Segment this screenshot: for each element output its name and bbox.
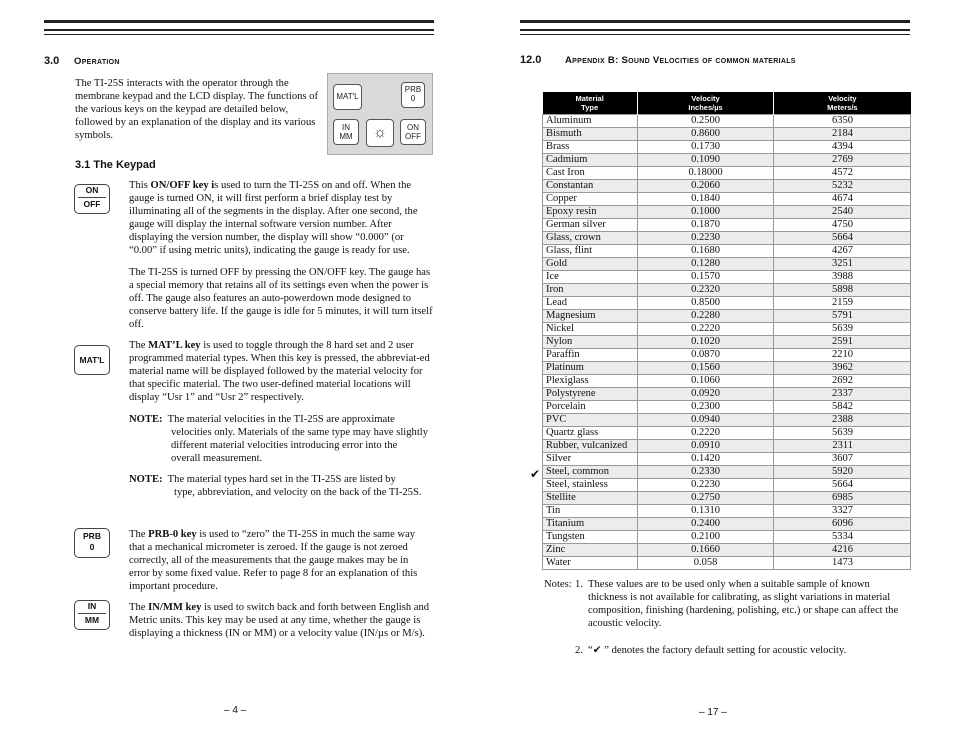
velocity-meters-cell: 5232 <box>774 180 911 193</box>
material-name-cell: Rubber, vulcanized <box>543 440 638 453</box>
material-name-cell: Paraffin <box>543 349 638 362</box>
table-row <box>543 310 911 323</box>
material-name-cell: Porcelain <box>543 401 638 414</box>
velocity-inches-cell: 0.1560 <box>637 362 773 375</box>
table-row <box>543 336 911 349</box>
table-row <box>543 193 911 206</box>
velocity-meters-cell: 1473 <box>774 557 911 570</box>
matl-p-rest: is used to toggle through the 8 hard set and 2 user programmed material types. When this key is pressed, the abbreviat-ed material name will be displayed followed by the material velocity for that specific material. The two user-defined material locations will display “Usr 1” and “Usr 2” respectively. <box>129 340 430 403</box>
table-row <box>543 128 911 141</box>
subsection-title: 3.1 The Keypad <box>75 159 156 171</box>
velocity-inches-cell: 0.2060 <box>637 180 773 193</box>
note-2-text: ” denotes the factory default setting for acoustic velocity. <box>601 645 847 656</box>
table-row <box>543 414 911 427</box>
velocity-meters-cell: 6350 <box>774 115 911 128</box>
keypad-onoff-bottom: OFF <box>405 132 421 141</box>
prb-p-pre: The <box>129 529 149 540</box>
velocity-meters-cell: 5334 <box>774 531 911 544</box>
velocity-inches-cell: 0.18000 <box>637 167 773 180</box>
velocity-inches-cell: 0.0870 <box>637 349 773 362</box>
material-name-cell: Cadmium <box>543 154 638 167</box>
page-number: – 4 – <box>224 705 247 716</box>
table-row <box>543 258 911 271</box>
keypad-onoff-top: ON <box>407 123 419 132</box>
velocity-meters-cell: 2311 <box>774 440 911 453</box>
onoff-key-term: ON/OFF key i <box>150 180 215 191</box>
table-row <box>543 557 911 570</box>
keypad-illustration <box>327 73 433 155</box>
table-row <box>543 271 911 284</box>
note-1-number: 1. <box>575 579 583 590</box>
keypad-prb-key <box>401 82 425 108</box>
header-velocity-meters <box>774 92 911 115</box>
table-row <box>543 440 911 453</box>
velocity-meters-cell: 5664 <box>774 232 911 245</box>
velocity-inches-cell: 0.2300 <box>637 401 773 414</box>
velocity-inches-cell: 0.2750 <box>637 492 773 505</box>
material-name-cell: Glass, crown <box>543 232 638 245</box>
material-name-cell: Cast Iron <box>543 167 638 180</box>
velocity-meters-cell: 5842 <box>774 401 911 414</box>
keypad-prb-bottom: 0 <box>410 94 416 103</box>
prb-key-term: PRB-0 key <box>148 529 197 540</box>
note-2-line1: The material types hard set in the TI-25S are listed by <box>167 474 396 485</box>
checkmark-icon: ✔ <box>592 645 602 656</box>
velocity-inches-cell: 0.2230 <box>637 479 773 492</box>
keypad-matl-label: MAT'L <box>336 92 359 101</box>
inmm-key-term: IN/MM key <box>148 602 202 613</box>
prb-key-bottom: 0 <box>89 542 95 552</box>
material-name-cell: German silver <box>543 219 638 232</box>
table-row <box>543 115 911 128</box>
header-inches-l2: Inches/µs <box>688 103 723 112</box>
table-row <box>543 180 911 193</box>
material-name-cell: Platinum <box>543 362 638 375</box>
onoff-key-icon <box>74 184 110 214</box>
velocity-meters-cell: 2184 <box>774 128 911 141</box>
table-header-row <box>543 92 911 115</box>
header-material <box>543 92 638 115</box>
header-material-l1: Material <box>575 94 604 103</box>
default-checkmark-icon: ✔ <box>530 467 541 481</box>
velocity-inches-cell: 0.0920 <box>637 388 773 401</box>
intro-paragraph: The TI-25S interacts with the operator through the membrane keypad and the LCD display. The functions of the various keys on the keypad are detailed below, followed by an explanation of the display and its various symbols. <box>75 78 319 141</box>
table-row <box>543 141 911 154</box>
velocity-inches-cell: 0.1280 <box>637 258 773 271</box>
velocity-meters-cell: 5639 <box>774 323 911 336</box>
material-name-cell: Nylon <box>543 336 638 349</box>
note-1 <box>129 413 429 426</box>
matl-paragraph <box>129 339 432 404</box>
table-row <box>543 349 911 362</box>
velocity-meters-cell: 2692 <box>774 375 911 388</box>
sound-velocity-table <box>542 92 911 570</box>
table-row <box>543 232 911 245</box>
velocity-inches-cell: 0.1060 <box>637 375 773 388</box>
matl-p-pre: The <box>129 340 149 351</box>
velocity-inches-cell: 0.2100 <box>637 531 773 544</box>
velocity-inches-cell: 0.1680 <box>637 245 773 258</box>
keypad-inmm-key <box>333 119 359 145</box>
velocity-inches-cell: 0.1730 <box>637 141 773 154</box>
matl-key-icon <box>74 345 110 375</box>
material-name-cell: Titanium <box>543 518 638 531</box>
key-divider <box>78 613 106 614</box>
note-2-open-quote: “ <box>588 645 593 656</box>
header-inches-l1: Velocity <box>691 94 720 103</box>
velocity-meters-cell: 4267 <box>774 245 911 258</box>
velocity-meters-cell: 2540 <box>774 206 911 219</box>
section-title: Operation <box>74 56 120 67</box>
inmm-key-top: IN <box>87 601 97 611</box>
velocity-inches-cell: 0.1420 <box>637 453 773 466</box>
table-row <box>543 154 911 167</box>
header-material-l2: Type <box>581 103 599 112</box>
key-divider <box>78 197 106 198</box>
material-name-cell: Stellite <box>543 492 638 505</box>
table-row <box>543 206 911 219</box>
velocity-inches-cell: 0.2500 <box>637 115 773 128</box>
material-name-cell: Bismuth <box>543 128 638 141</box>
material-name-cell: Zinc <box>543 544 638 557</box>
header-rule-top <box>44 20 434 30</box>
velocity-meters-cell: 2769 <box>774 154 911 167</box>
header-meters-l1: Velocity <box>828 94 857 103</box>
velocity-inches-cell: 0.058 <box>637 557 773 570</box>
velocity-meters-cell: 4216 <box>774 544 911 557</box>
velocity-meters-cell: 5920 <box>774 466 911 479</box>
note-2-label: NOTE: <box>129 474 163 485</box>
material-name-cell: Glass, flint <box>543 245 638 258</box>
material-name-cell: Quartz glass <box>543 427 638 440</box>
inmm-paragraph <box>129 601 431 640</box>
note-1-line1: The material velocities in the TI-25S are approximate <box>167 414 395 425</box>
velocity-inches-cell: 0.2220 <box>637 323 773 336</box>
velocity-meters-cell: 5898 <box>774 284 911 297</box>
velocity-meters-cell: 2388 <box>774 414 911 427</box>
velocity-inches-cell: 0.1660 <box>637 544 773 557</box>
header-rule-top <box>520 20 910 30</box>
velocity-meters-cell: 5664 <box>774 479 911 492</box>
inmm-p-pre: The <box>129 602 149 613</box>
onoff-key-bottom: OFF <box>83 199 101 209</box>
keypad-prb-top: PRB <box>404 85 422 94</box>
header-meters-l2: Meters/s <box>827 103 858 112</box>
onoff-p1-rest: s used to turn the TI-25S on and off. When the gauge is turned ON, it will first perform a brief display test by illuminating all of the segments in the display. After one second, the gauge will display the internal software version number. After displaying the version number, the display will show “0.000” (or “0.00” if using metric units), indicating the gauge is ready for use. <box>129 180 418 256</box>
header-velocity-inches <box>637 92 773 115</box>
material-name-cell: Steel, stainless <box>543 479 638 492</box>
light-icon: ☼ <box>373 124 387 141</box>
velocity-inches-cell: 0.1570 <box>637 271 773 284</box>
table-row <box>543 479 911 492</box>
inmm-key-icon <box>74 600 110 630</box>
table-row <box>543 401 911 414</box>
velocity-meters-cell: 4394 <box>774 141 911 154</box>
onoff-key-top: ON <box>85 185 99 195</box>
table-row <box>543 466 911 479</box>
matl-key-term: MAT’L key <box>148 340 201 351</box>
material-name-cell: Tungsten <box>543 531 638 544</box>
note-2-number: 2. <box>575 645 583 656</box>
material-name-cell: Polystyrene <box>543 388 638 401</box>
velocity-inches-cell: 0.1090 <box>637 154 773 167</box>
table-row <box>543 531 911 544</box>
table-row <box>543 388 911 401</box>
table-row <box>543 518 911 531</box>
velocity-meters-cell: 2591 <box>774 336 911 349</box>
material-name-cell: Lead <box>543 297 638 310</box>
velocity-meters-cell: 6985 <box>774 492 911 505</box>
velocity-meters-cell: 3962 <box>774 362 911 375</box>
velocity-meters-cell: 3251 <box>774 258 911 271</box>
section-number: 12.0 <box>520 54 542 66</box>
velocity-meters-cell: 3988 <box>774 271 911 284</box>
velocity-inches-cell: 0.1000 <box>637 206 773 219</box>
velocity-inches-cell: 0.1310 <box>637 505 773 518</box>
velocity-inches-cell: 0.1020 <box>637 336 773 349</box>
note-2-rest: type, abbreviation, and velocity on the back of the TI-25S. <box>174 487 422 498</box>
table-row <box>543 219 911 232</box>
material-name-cell: Plexiglass <box>543 375 638 388</box>
material-name-cell: Brass <box>543 141 638 154</box>
material-name-cell: Steel, common <box>543 466 638 479</box>
inmm-key-bottom: MM <box>84 615 100 625</box>
keypad-onoff-key <box>400 119 426 145</box>
velocity-meters-cell: 5791 <box>774 310 911 323</box>
velocity-meters-cell: 2210 <box>774 349 911 362</box>
material-name-cell: PVC <box>543 414 638 427</box>
velocity-meters-cell: 2337 <box>774 388 911 401</box>
onoff-paragraph-1 <box>129 179 431 257</box>
velocity-meters-cell: 3607 <box>774 453 911 466</box>
section-title: Appendix B: Sound Velocities of common materials <box>565 55 796 66</box>
material-name-cell: Ice <box>543 271 638 284</box>
note-1-label: NOTE: <box>129 414 163 425</box>
velocity-meters-cell: 3327 <box>774 505 911 518</box>
table-row <box>543 323 911 336</box>
velocity-meters-cell: 2159 <box>774 297 911 310</box>
material-name-cell: Copper <box>543 193 638 206</box>
material-name-cell: Constantan <box>543 180 638 193</box>
velocity-meters-cell: 5639 <box>774 427 911 440</box>
table-row <box>543 427 911 440</box>
material-name-cell: Magnesium <box>543 310 638 323</box>
table-row <box>543 167 911 180</box>
velocity-inches-cell: 0.2330 <box>637 466 773 479</box>
right-page <box>477 0 954 738</box>
prb-paragraph <box>129 528 431 593</box>
table-row <box>543 505 911 518</box>
table-body <box>543 115 911 570</box>
material-name-cell: Silver <box>543 453 638 466</box>
material-name-cell: Aluminum <box>543 115 638 128</box>
prb-key-top: PRB <box>83 531 101 541</box>
material-name-cell: Epoxy resin <box>543 206 638 219</box>
table-row <box>543 453 911 466</box>
velocity-inches-cell: 0.2230 <box>637 232 773 245</box>
material-name-cell: Nickel <box>543 323 638 336</box>
notes-label: Notes: <box>544 579 572 590</box>
table-row <box>543 544 911 557</box>
note-2 <box>129 473 434 486</box>
keypad-inmm-bottom: MM <box>339 132 353 141</box>
velocity-inches-cell: 0.1840 <box>637 193 773 206</box>
material-name-cell: Tin <box>543 505 638 518</box>
note-1-line1: These values are to be used only when a suitable sample of known <box>588 579 870 590</box>
keypad-matl-key <box>333 84 362 110</box>
table-row <box>543 245 911 258</box>
table-row <box>543 375 911 388</box>
section-number: 3.0 <box>44 55 60 67</box>
velocity-inches-cell: 0.8600 <box>637 128 773 141</box>
table-row <box>543 362 911 375</box>
velocity-inches-cell: 0.0910 <box>637 440 773 453</box>
material-name-cell: Gold <box>543 258 638 271</box>
page-number: – 17 – <box>699 707 727 718</box>
velocity-inches-cell: 0.0940 <box>637 414 773 427</box>
note-1-rest: velocities only. Materials of the same type may have slightly different material velocities introducing error into the overall measurement. <box>171 427 429 464</box>
velocity-inches-cell: 0.2320 <box>637 284 773 297</box>
table-row <box>543 284 911 297</box>
note-1-rest: thickness is not available for calibrating, as slight variations in material composition, finishing (hardening, polishing, etc.) or shape can affect the acoustic velocity. <box>588 592 899 629</box>
velocity-meters-cell: 4750 <box>774 219 911 232</box>
velocity-inches-cell: 0.8500 <box>637 297 773 310</box>
velocity-inches-cell: 0.2220 <box>637 427 773 440</box>
material-name-cell: Water <box>543 557 638 570</box>
keypad-inmm-top: IN <box>342 123 350 132</box>
inmm-p-rest: is used to switch back and forth between English and Metric units. This key may be used at any time, whether the gauge is displaying a thickness (IN or MM) or a velocity value (IN/µs or M/s). <box>129 602 430 639</box>
table-row <box>543 297 911 310</box>
material-name-cell: Iron <box>543 284 638 297</box>
keypad-light-key <box>366 119 394 147</box>
velocity-meters-cell: 6096 <box>774 518 911 531</box>
velocity-inches-cell: 0.1870 <box>637 219 773 232</box>
onoff-paragraph-2: The TI-25S is turned OFF by pressing the ON/OFF key. The gauge has a special memory that retains all of its settings even when the power is off. The gauge also features an auto-powerdown mode designed to conserve battery life. If the gauge is idle for 5 minutes, it will turn itself off. <box>129 267 433 330</box>
note-2 <box>588 644 918 657</box>
onoff-p1-pre: This <box>129 180 151 191</box>
table-row <box>543 492 911 505</box>
header-rule-bottom <box>44 30 434 35</box>
velocity-meters-cell: 4572 <box>774 167 911 180</box>
velocity-meters-cell: 4674 <box>774 193 911 206</box>
header-rule-bottom <box>520 30 910 35</box>
matl-key-label: MAT'L <box>79 355 105 365</box>
velocity-inches-cell: 0.2400 <box>637 518 773 531</box>
velocity-inches-cell: 0.2280 <box>637 310 773 323</box>
prb-key-icon <box>74 528 110 558</box>
prb-p-rest: is used to “zero” the TI-25S in much the same way that a mechanical micrometer is zeroed. If the gauge is not zeroed correctly, all of the measurements that the gauge makes may be in error by some fixed value. Refer to page 8 for an explanation of this important procedure. <box>129 529 418 592</box>
